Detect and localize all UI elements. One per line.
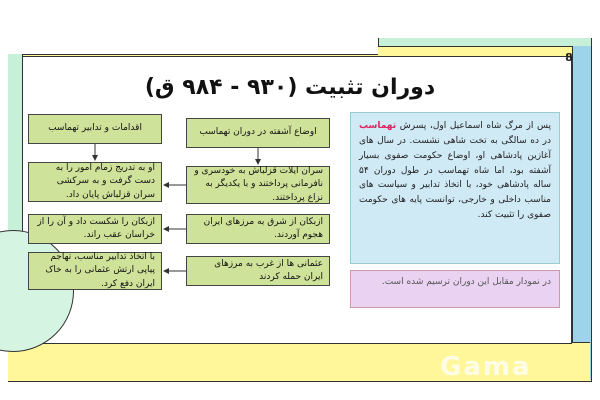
right-band [572, 46, 591, 380]
right-item-1: سران ایلات قزلباش به خودسری و نافرمانی پرداختند و با یکدیگر به نزاع پرداختند. [186, 166, 330, 204]
right-column-header: اوضاع آشفته در دوران تهماسب [186, 118, 330, 148]
right-item-2: ازبکان از شرق به مرزهای ایران هجوم آوردند. [186, 214, 330, 244]
top-strip [8, 38, 378, 55]
left-item-1: او به تدریج زمام امور را به دست گرفت و به سرکشی سران قزلباش پایان داد. [28, 162, 162, 202]
info-highlight-name: تهماسب [359, 121, 397, 131]
page-title: دوران تثبیت (۹۳۰ - ۹۸۴ ق) [144, 75, 436, 100]
left-column-header: اقدامات و تدابیر تهماسب [28, 114, 162, 144]
left-item-3: با اتخاذ تدابیر مناسب، تهاجم پیاپی ارتش عثمانی را به خاک ایران دفع کرد. [28, 252, 162, 290]
right-item-3: عثمانی ها از غرب به مرزهای ایران حمله کردند [186, 256, 330, 286]
info-text-after: در ده سالگی به تخت شاهی نشست. در سال های آغازین پادشاهی او، اوضاع حکومت صفوی بسیار آشفته بود، اما شاه تهماسب در طول دوران ۵۴ ساله پادشاهی خود، با اتخاذ تدابیر و سیاست های مناسب داخلی و خارجی، توانست پایه های حکومت صفوی را تثبیت کند. [359, 135, 551, 221]
info-text-before: پس از مرگ شاه اسماعیل اول، پسرش [396, 121, 551, 131]
left-item-2: ازبکان را شکست داد و آن را از خراسان عقب راند. [28, 214, 162, 244]
info-text-box [350, 112, 560, 264]
page-number: 8 [565, 50, 573, 64]
watermark-logo: Gama [440, 352, 532, 382]
note-box: در نمودار مقابل این دوران ترسیم شده است. [350, 270, 560, 308]
